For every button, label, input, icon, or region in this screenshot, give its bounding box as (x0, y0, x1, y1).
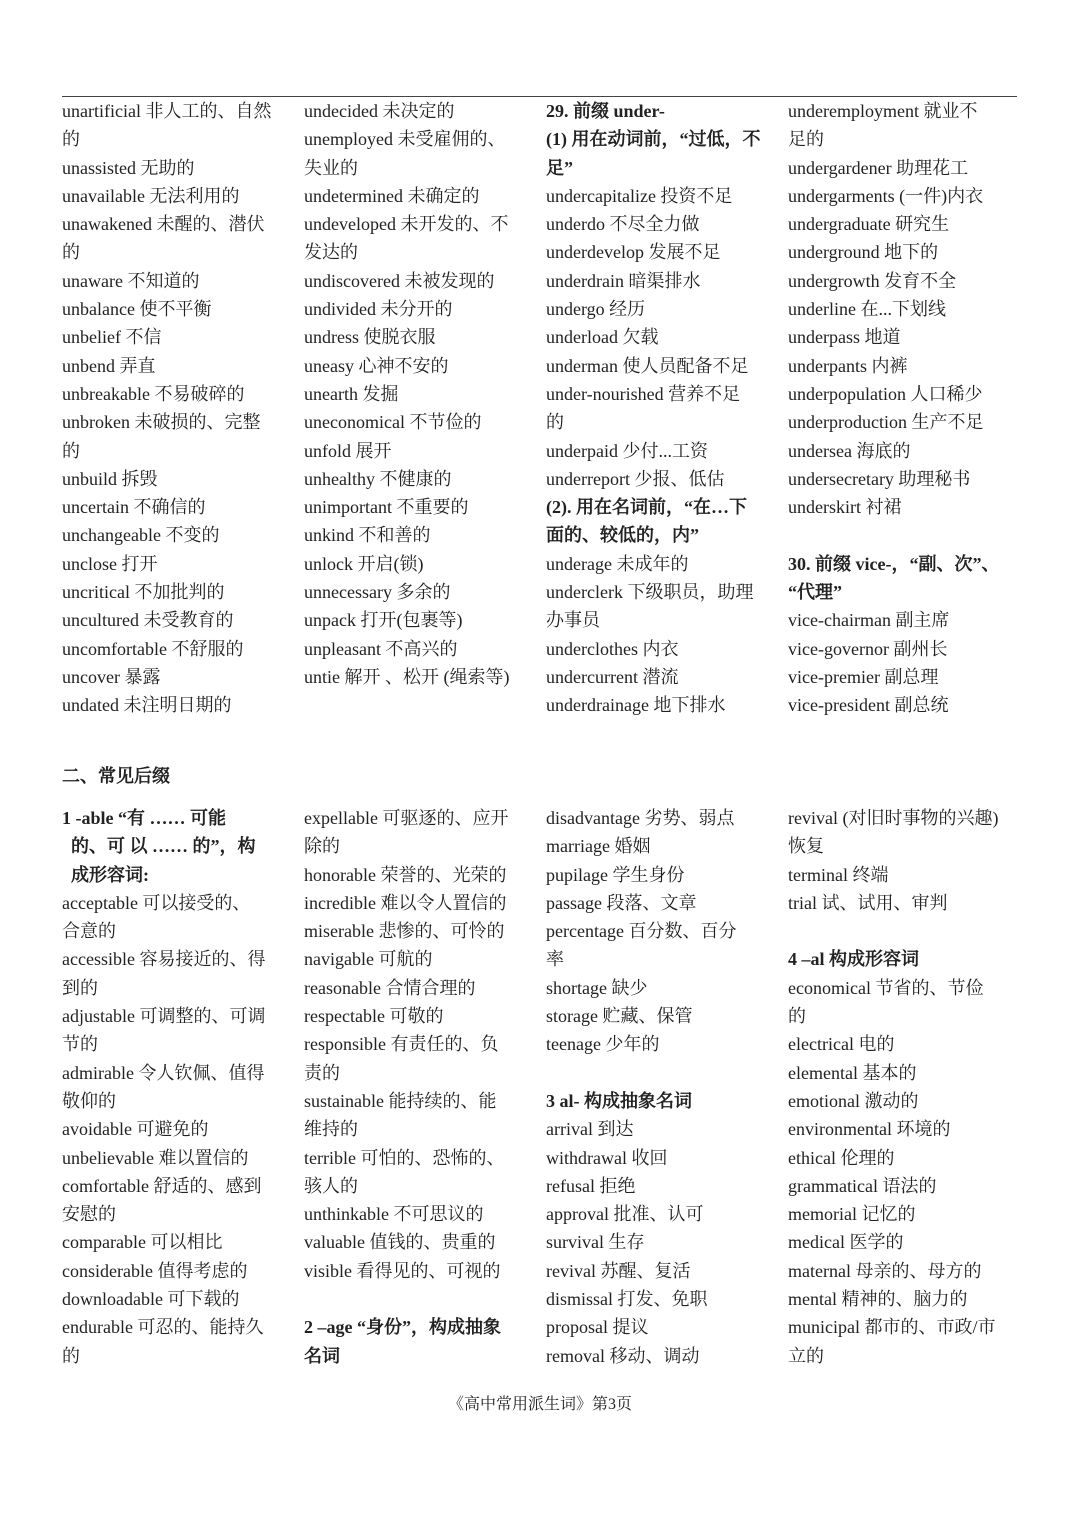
word-entry: 办事员 (546, 610, 600, 631)
word-entry: unfold 展开 (304, 440, 392, 461)
word-entry: dismissal 打发、免职 (546, 1289, 708, 1310)
page-footer: 《高中常用派生词》第3页 (447, 1396, 632, 1413)
word-entry: incredible 难以令人置信的 (304, 892, 507, 913)
word-entry: terminal 终端 (788, 864, 889, 885)
column-2 (304, 804, 546, 1370)
word-entry: undergo 经历 (546, 299, 646, 320)
word-entry: uncomfortable 不舒服的 (62, 638, 244, 659)
word-entry: unlock 开启(锁) (304, 553, 424, 574)
word-entry: 除的 (304, 836, 340, 857)
word-entry: underdrain 暗渠排水 (546, 270, 701, 291)
word-entry: underdo 不尽全力做 (546, 214, 700, 235)
word-entry: unthinkable 不可思议的 (304, 1204, 484, 1225)
word-entry: accessible 容易接近的、得 (62, 949, 266, 970)
section-heading: 4 –al 构成形容词 (788, 949, 920, 970)
section-heading: 的、可 以 …… 的”，构 (62, 836, 256, 857)
word-entry: sustainable 能持续的、能 (304, 1090, 497, 1111)
word-entry: unbend 弄直 (62, 355, 156, 376)
word-entry: undersecretary 助理秘书 (788, 468, 971, 489)
word-entry: navigable 可航的 (304, 949, 433, 970)
word-entry: teenage 少年的 (546, 1034, 660, 1055)
word-entry: reasonable 合情合理的 (304, 977, 476, 998)
word-entry: storage 贮藏、保管 (546, 1006, 693, 1027)
section-heading: 1 -able “有 …… 可能 (62, 808, 226, 828)
word-entry: underpopulation 人口稀少 (788, 383, 983, 404)
word-entry: 到的 (62, 977, 98, 998)
section-heading: (2). 用在名词前，“在…下 (546, 497, 747, 518)
word-entry: underskirt 衬裙 (788, 497, 902, 518)
word-entry: unimportant 不重要的 (304, 497, 469, 518)
word-entry: acceptable 可以接受的、 (62, 892, 251, 913)
word-entry: proposal 提议 (546, 1317, 649, 1338)
word-entry: uneasy 心神不安的 (304, 355, 449, 376)
word-entry: visible 看得见的、可视的 (304, 1260, 501, 1281)
word-entry: unhealthy 不健康的 (304, 468, 452, 489)
word-entry: uncultured 未受教育的 (62, 610, 234, 631)
section-heading: 29. 前缀 under- (546, 101, 665, 121)
word-entry: 足的 (788, 129, 824, 150)
word-entry: undivided 未分开的 (304, 299, 453, 320)
word-entry: underman 使人员配备不足 (546, 355, 749, 376)
prefix-word-grid (62, 97, 1030, 720)
word-entry: undated 未注明日期的 (62, 695, 232, 716)
word-entry: underdevelop 发展不足 (546, 242, 721, 263)
word-entry: removal 移动、调动 (546, 1345, 700, 1366)
word-entry: adjustable 可调整的、可调 (62, 1006, 266, 1027)
word-entry: unearth 发掘 (304, 383, 399, 404)
word-entry: unbuild 拆毁 (62, 468, 158, 489)
word-entry: undiscovered 未被发现的 (304, 270, 495, 291)
word-entry: emotional 激动的 (788, 1090, 919, 1111)
column-1 (62, 97, 304, 720)
word-entry: medical 医学的 (788, 1232, 904, 1253)
column-4 (788, 804, 1030, 1370)
word-entry: 合意的 (62, 921, 116, 942)
word-entry: undercapitalize 投资不足 (546, 185, 733, 206)
word-entry: uneconomical 不节俭的 (304, 412, 482, 433)
word-entry: memorial 记忆的 (788, 1204, 916, 1225)
word-entry: unbelievable 难以置信的 (62, 1147, 249, 1168)
word-entry: undercurrent 潜流 (546, 666, 679, 687)
word-entry: unpack 打开(包裹等) (304, 610, 463, 631)
word-entry: 敬仰的 (62, 1090, 116, 1111)
word-entry: unartificial 非人工的、自然 (62, 101, 272, 121)
word-entry: 维持的 (304, 1119, 358, 1140)
word-entry: underproduction 生产不足 (788, 412, 984, 433)
word-entry: 发达的 (304, 242, 358, 263)
column-3 (546, 804, 788, 1370)
spacer (788, 521, 1016, 549)
word-entry: unaware 不知道的 (62, 270, 200, 291)
section-heading: 名词 (304, 1345, 340, 1366)
word-entry: unemployed 未受雇佣的、 (304, 129, 506, 150)
word-entry: 节的 (62, 1034, 98, 1055)
section-heading: 2 –age “身份”，构成抽象 (304, 1317, 501, 1338)
word-entry: 立的 (788, 1345, 824, 1366)
word-entry: unassisted 无助的 (62, 157, 195, 178)
word-entry: underpaid 少付...工资 (546, 440, 708, 461)
section-heading: 成形容词: (62, 864, 149, 885)
column-4 (788, 97, 1030, 720)
word-entry: vice-premier 副总理 (788, 666, 939, 687)
word-entry: 的 (62, 1345, 80, 1366)
word-entry: unbreakable 不易破碎的 (62, 383, 245, 404)
word-entry: miserable 悲惨的、可怜的 (304, 921, 505, 942)
section-title: 二、常见后缀 (62, 766, 170, 786)
word-entry: 责的 (304, 1062, 340, 1083)
word-entry: endurable 可忍的、能持久 (62, 1317, 264, 1338)
word-entry: revival (对旧时事物的兴趣) (788, 808, 999, 828)
word-entry: unbelief 不信 (62, 327, 162, 348)
word-entry: underage 未成年的 (546, 553, 689, 574)
word-entry: underline 在...下划线 (788, 299, 946, 320)
word-entry: underreport 少报、低估 (546, 468, 725, 489)
word-entry: uncritical 不加批判的 (62, 582, 225, 603)
word-entry: 的 (788, 1006, 806, 1027)
word-entry: comfortable 舒适的、感到 (62, 1175, 262, 1196)
word-entry: percentage 百分数、百分 (546, 921, 737, 942)
section-heading: (1) 用在动词前，“过低，不 (546, 129, 761, 150)
word-entry: undergardener 助理花工 (788, 157, 969, 178)
word-entry: revival 苏醒、复活 (546, 1260, 691, 1281)
word-entry: 率 (546, 949, 564, 970)
word-entry: terrible 可怕的、恐怖的、 (304, 1147, 505, 1168)
word-entry: underpass 地道 (788, 327, 901, 348)
word-entry: considerable 值得考虑的 (62, 1260, 248, 1281)
word-entry: pupilage 学生身份 (546, 864, 685, 885)
word-entry: undersea 海底的 (788, 440, 911, 461)
word-entry: untie 解开 、松开 (绳索等) (304, 666, 510, 687)
word-entry: vice-governor 副州长 (788, 638, 948, 659)
word-entry: undress 使脱衣服 (304, 327, 436, 348)
word-entry: underground 地下的 (788, 242, 939, 263)
word-entry: electrical 电的 (788, 1034, 895, 1055)
word-entry: under-nourished 营养不足 (546, 383, 741, 404)
word-entry: marriage 婚姻 (546, 836, 651, 857)
word-entry: avoidable 可避免的 (62, 1119, 209, 1140)
section-heading: “代理” (788, 582, 842, 603)
word-entry: responsible 有责任的、负 (304, 1034, 499, 1055)
word-entry: economical 节省的、节俭 (788, 977, 984, 998)
word-entry: unclose 打开 (62, 553, 158, 574)
word-entry: elemental 基本的 (788, 1062, 917, 1083)
word-entry: 的 (62, 242, 80, 263)
word-entry: mental 精神的、脑力的 (788, 1289, 968, 1310)
word-entry: comparable 可以相比 (62, 1232, 223, 1253)
word-entry: 骇人的 (304, 1175, 358, 1196)
section-heading: 3 al- 构成抽象名词 (546, 1090, 692, 1111)
spacer (304, 1285, 532, 1313)
section-heading: 面的、较低的，内” (546, 525, 699, 546)
word-entry: undeveloped 未开发的、不 (304, 214, 509, 235)
word-entry: 的 (62, 440, 80, 461)
word-entry: vice-chairman 副主席 (788, 610, 950, 631)
word-entry: underload 欠载 (546, 327, 659, 348)
word-entry: 的 (62, 129, 80, 150)
word-entry: passage 段落、文章 (546, 892, 697, 913)
word-entry: 恢复 (788, 836, 824, 857)
column-1 (62, 804, 304, 1370)
word-entry: undergraduate 研究生 (788, 214, 950, 235)
word-entry: approval 批准、认可 (546, 1204, 704, 1225)
word-entry: unnecessary 多余的 (304, 582, 451, 603)
word-entry: ethical 伦理的 (788, 1147, 895, 1168)
word-entry: unavailable 无法利用的 (62, 185, 240, 206)
word-entry: municipal 都市的、市政/市 (788, 1317, 996, 1338)
section-heading: 30. 前缀 vice-，“副、次”、 (788, 553, 1000, 574)
word-entry: 失业的 (304, 157, 358, 178)
spacer (788, 917, 1016, 945)
section-heading: 足” (546, 157, 573, 178)
word-entry: unkind 不和善的 (304, 525, 431, 546)
word-entry: grammatical 语法的 (788, 1175, 937, 1196)
suffix-word-grid (62, 804, 1030, 1370)
word-entry: admirable 令人钦佩、值得 (62, 1062, 265, 1083)
word-entry: undetermined 未确定的 (304, 185, 480, 206)
word-entry: refusal 拒绝 (546, 1175, 636, 1196)
word-entry: disadvantage 劣势、弱点 (546, 808, 735, 828)
word-entry: shortage 缺少 (546, 977, 648, 998)
word-entry: trial 试、试用、审判 (788, 892, 948, 913)
column-3 (546, 97, 788, 720)
word-entry: vice-president 副总统 (788, 695, 949, 716)
word-entry: underclothes 内衣 (546, 638, 679, 659)
word-entry: valuable 值钱的、贵重的 (304, 1232, 496, 1253)
word-entry: unbroken 未破损的、完整 (62, 412, 261, 433)
word-entry: 安慰的 (62, 1204, 116, 1225)
word-entry: underdrainage 地下排水 (546, 695, 726, 716)
word-entry: withdrawal 收回 (546, 1147, 668, 1168)
word-entry: honorable 荣誉的、光荣的 (304, 864, 507, 885)
word-entry: expellable 可驱逐的、应开 (304, 808, 509, 828)
word-entry: arrival 到达 (546, 1119, 634, 1140)
column-2 (304, 97, 546, 720)
word-entry: 的 (546, 412, 564, 433)
word-entry: underpants 内裤 (788, 355, 908, 376)
word-entry: respectable 可敬的 (304, 1006, 444, 1027)
word-entry: unpleasant 不高兴的 (304, 638, 458, 659)
word-entry: undecided 未决定的 (304, 101, 455, 121)
word-entry: uncertain 不确信的 (62, 497, 206, 518)
word-entry: maternal 母亲的、母方的 (788, 1260, 982, 1281)
word-entry: environmental 环境的 (788, 1119, 951, 1140)
word-entry: unbalance 使不平衡 (62, 299, 212, 320)
word-entry: survival 生存 (546, 1232, 645, 1253)
word-entry: undergrowth 发育不全 (788, 270, 957, 291)
word-entry: uncover 暴露 (62, 666, 161, 687)
word-entry: undergarments (一件)内衣 (788, 185, 984, 206)
word-entry: underemployment 就业不 (788, 101, 978, 121)
word-entry: underclerk 下级职员，助理 (546, 582, 754, 603)
spacer (546, 1059, 774, 1087)
word-entry: unchangeable 不变的 (62, 525, 220, 546)
word-entry: unawakened 未醒的、潜伏 (62, 214, 265, 235)
word-entry: downloadable 可下载的 (62, 1289, 240, 1310)
